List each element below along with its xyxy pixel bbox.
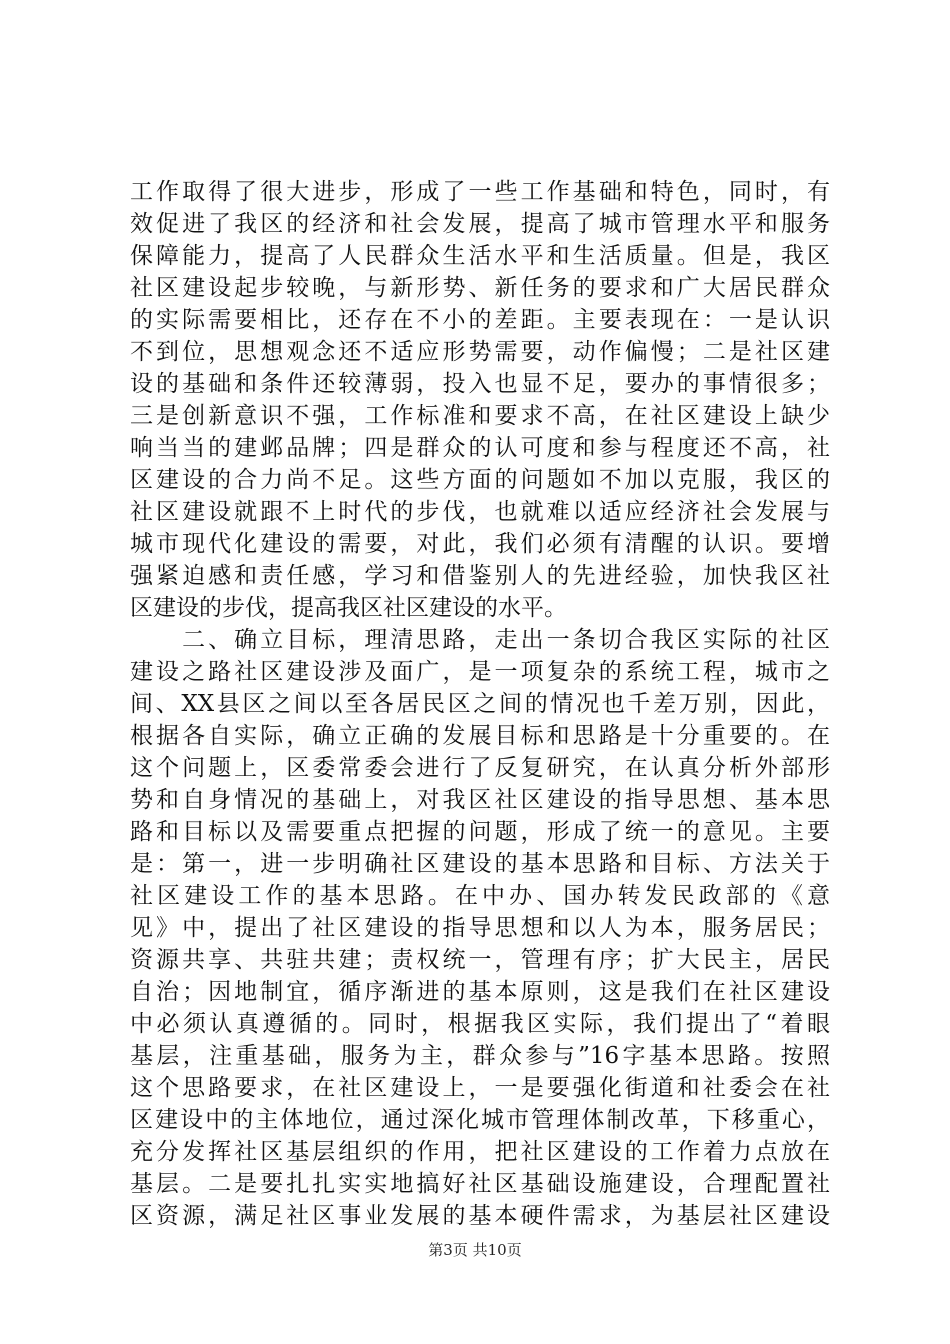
- text-line: 基层，注重基础，服务为主，群众参与”16字基本思路。按照: [130, 1043, 830, 1069]
- text-line: 充分发挥社区基层组织的作用，把社区建设的工作着力点放在: [130, 1139, 830, 1165]
- text-line: 基层。二是要扎扎实实地搞好社区基础设施建设，合理配置社: [130, 1171, 830, 1197]
- text-line: 社区建设就跟不上时代的步伐，也就难以适应经济社会发展与: [130, 499, 830, 525]
- text-line: 见》中，提出了社区建设的指导思想和以人为本，服务居民；: [130, 915, 830, 941]
- text-line: 路和目标以及需要重点把握的问题，形成了统一的意见。主要: [130, 819, 830, 845]
- text-line: 工作取得了很大进步，形成了一些工作基础和特色，同时，有: [130, 179, 830, 205]
- text-line: 这个问题上，区委常委会进行了反复研究，在认真分析外部形: [130, 755, 830, 781]
- text-line: 响当当的建邺品牌；四是群众的认可度和参与程度还不高，社: [130, 435, 830, 461]
- text-line: 强紧迫感和责任感，学习和借鉴别人的先进经验，加快我区社: [130, 563, 830, 589]
- text-line: 区建设的步伐，提高我区社区建设的水平。: [130, 595, 567, 621]
- text-line: 的实际需要相比，还存在不小的差距。主要表现在：一是认识: [130, 307, 830, 333]
- text-line: 是：第一，进一步明确社区建设的基本思路和目标、方法关于: [130, 851, 830, 877]
- text-line: 设的基础和条件还较薄弱，投入也显不足，要办的事情很多；: [130, 371, 830, 397]
- text-line: 保障能力，提高了人民群众生活水平和生活质量。但是，我区: [130, 243, 830, 269]
- text-line: 社区建设起步较晚，与新形势、新任务的要求和广大居民群众: [130, 275, 830, 301]
- text-line: 间、XX县区之间以至各居民区之间的情况也千差万别，因此，: [130, 691, 830, 717]
- text-line: 社区建设工作的基本思路。在中办、国办转发民政部的《意: [130, 883, 830, 909]
- text-line: 不到位，思想观念还不适应形势需要，动作偏慢；二是社区建: [130, 339, 830, 365]
- text-line: 效促进了我区的经济和社会发展，提高了城市管理水平和服务: [130, 211, 830, 237]
- text-line: 区资源，满足社区事业发展的基本硬件需求，为基层社区建设: [130, 1203, 830, 1229]
- text-line: 城市现代化建设的需要，对此，我们必须有清醒的认识。要增: [130, 531, 830, 557]
- text-line: 二、确立目标，理清思路，走出一条切合我区实际的社区: [130, 627, 830, 653]
- text-line: 区建设中的主体地位，通过深化城市管理体制改革，下移重心，: [130, 1107, 830, 1133]
- body-text: [130, 176, 830, 1232]
- text-line: 三是创新意识不强，工作标准和要求不高，在社区建设上缺少: [130, 403, 830, 429]
- text-line: 自治；因地制宜，循序渐进的基本原则，这是我们在社区建设: [130, 979, 830, 1005]
- page-number-footer: 第3页 共10页: [428, 1241, 522, 1259]
- text-line: 根据各自实际，确立正确的发展目标和思路是十分重要的。在: [130, 723, 830, 749]
- text-line: 区建设的合力尚不足。这些方面的问题如不加以克服，我区的: [130, 467, 830, 493]
- text-line: 建设之路社区建设涉及面广，是一项复杂的系统工程，城市之: [130, 659, 830, 685]
- text-line: 势和自身情况的基础上，对我区社区建设的指导思想、基本思: [130, 787, 830, 813]
- text-line: 中必须认真遵循的。同时，根据我区实际，我们提出了“着眼: [130, 1011, 830, 1037]
- text-line: 资源共享、共驻共建；责权统一，管理有序；扩大民主，居民: [130, 947, 830, 973]
- text-line: 这个思路要求，在社区建设上，一是要强化街道和社委会在社: [130, 1075, 830, 1101]
